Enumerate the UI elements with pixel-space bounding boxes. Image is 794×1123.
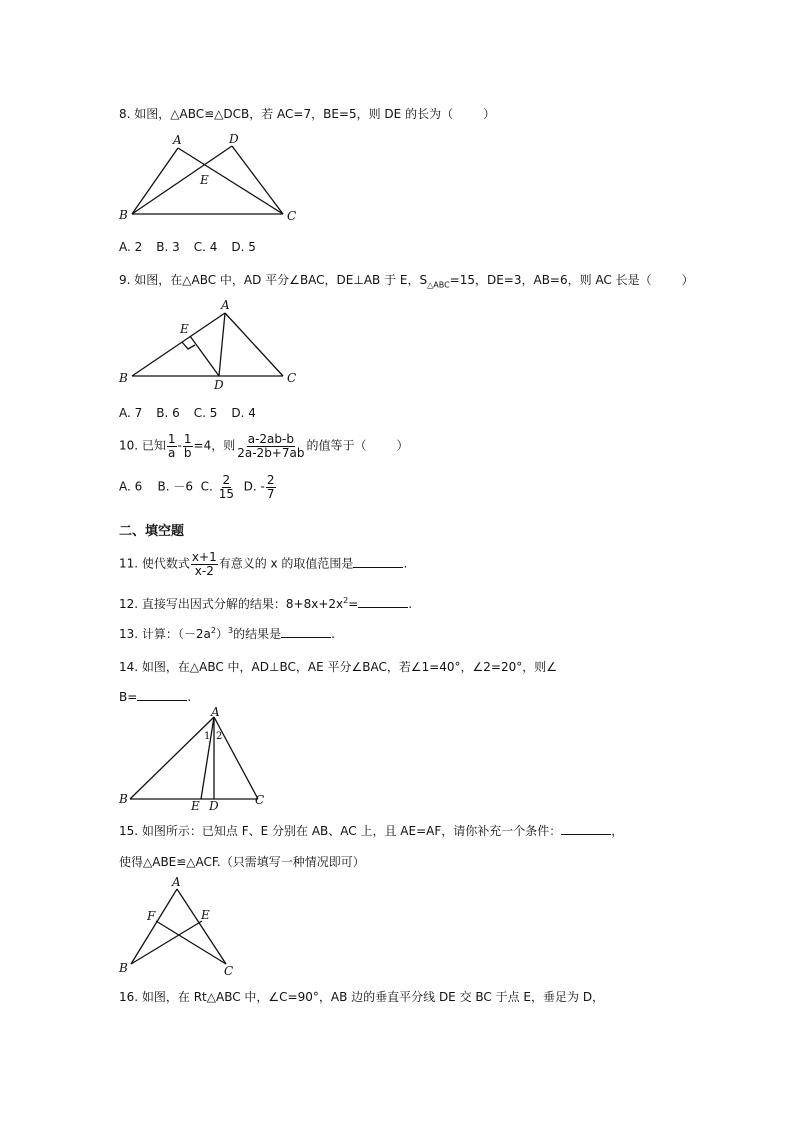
q9-options: A. 7 B. 6 C. 5 D. 4 [119, 406, 256, 420]
q9-label-c: C [287, 371, 297, 385]
q15-label-e: E [201, 908, 210, 922]
section-title: 二、填空题 [119, 524, 185, 539]
q14-stem-line2: B= . [119, 690, 192, 704]
q9-label-d: D [214, 378, 224, 392]
q15-label-b: B [119, 961, 128, 975]
q14-label-c: C [255, 793, 265, 807]
q14-label-d: D [209, 799, 219, 813]
q15-figure [115, 874, 245, 982]
q10-option-d-fraction: $\frac{2}{7}$ [266, 473, 275, 501]
q11-stem: 11. 使代数式 $\frac{x+1}{x-2}$ 有意义的 x 的取值范围是 . [119, 550, 408, 578]
q15-label-a: A [172, 875, 181, 889]
q14-answer-blank[interactable] [137, 688, 187, 701]
q10-option-c-fraction: $\frac{2}{15}$ [218, 473, 234, 501]
q14-angle-1: 1 [204, 731, 211, 742]
q15-stem-line2: 使得△ABE≌△ACF.（只需填写一种情况即可） [119, 855, 365, 869]
q9-figure [115, 298, 315, 393]
q9-stem: 9. 如图，在△ABC 中，AD 平分∠BAC，DE⊥AB 于 E，$S_{\triangle ABC}=15$，DE=3，AB=6，则 AC 长是（ ） [119, 273, 694, 290]
q15-stem-line1: 15. 如图所示：已知点 F、E 分别在 AB、AC 上，且 AE=AF，请你补充一个条件： ， [119, 824, 624, 838]
q12-stem: 12. 直接写出因式分解的结果：$8+8x+2x^2=$ . [119, 596, 413, 611]
q14-label-b: B [119, 792, 128, 806]
q9-label-e: E [180, 322, 189, 336]
q13-stem: 13. 计算：$(-2a^2)^3$的结果是 . [119, 626, 335, 641]
q8-label-b: B [119, 208, 128, 222]
q14-label-a: A [211, 705, 220, 719]
q9-label-a: A [221, 298, 230, 312]
q15-answer-blank[interactable] [561, 822, 611, 835]
q14-label-e: E [191, 799, 200, 813]
q13-answer-blank[interactable] [281, 625, 331, 638]
q14-figure [115, 706, 275, 814]
q8-label-e: E [200, 173, 209, 187]
q8-label-c: C [287, 209, 297, 223]
q15-label-c: C [224, 964, 234, 978]
q14-stem-line1: 14. 如图，在△ABC 中，AD⊥BC，AE 平分∠BAC，若∠1=40°，∠2=20°，则∠ [119, 660, 558, 674]
q15-label-f: F [147, 909, 156, 923]
q10-fraction-1: $\frac{1}{a}$ [167, 432, 176, 460]
q10-options: A. 6 B. －6 C. $\frac{2}{15}$ D. - $\frac{2}{7}$ [119, 473, 275, 501]
q8-figure [115, 132, 315, 227]
q10-stem: 10. 已知 $\frac{1}{a}$ - $\frac{1}{b}$ =4，则 $\frac{a-2ab-b}{2a-2b+7ab}$ 的值等于（ ） [119, 432, 409, 460]
q8-label-a: A [173, 133, 182, 147]
q8-options: A. 2 B. 3 C. 4 D. 5 [119, 240, 256, 254]
q9-label-b: B [119, 371, 128, 385]
q10-fraction-2: $\frac{1}{b}$ [183, 432, 192, 460]
q8-stem: 8. 如图，△ABC≌△DCB，若 AC=7，BE=5，则 DE 的长为（ ） [119, 107, 496, 121]
q11-fraction: $\frac{x+1}{x-2}$ [191, 550, 217, 578]
q8-label-d: D [229, 132, 239, 146]
q11-answer-blank[interactable] [353, 555, 403, 568]
q10-fraction-3: $\frac{a-2ab-b}{2a-2b+7ab}$ [237, 432, 305, 460]
q14-angle-2: 2 [216, 731, 223, 742]
q12-answer-blank[interactable] [358, 595, 408, 608]
q16-stem: 16. 如图，在 Rt△ABC 中，∠C=90°，AB 边的垂直平分线 DE 交 BC 于点 E，垂足为 D， [119, 990, 605, 1004]
